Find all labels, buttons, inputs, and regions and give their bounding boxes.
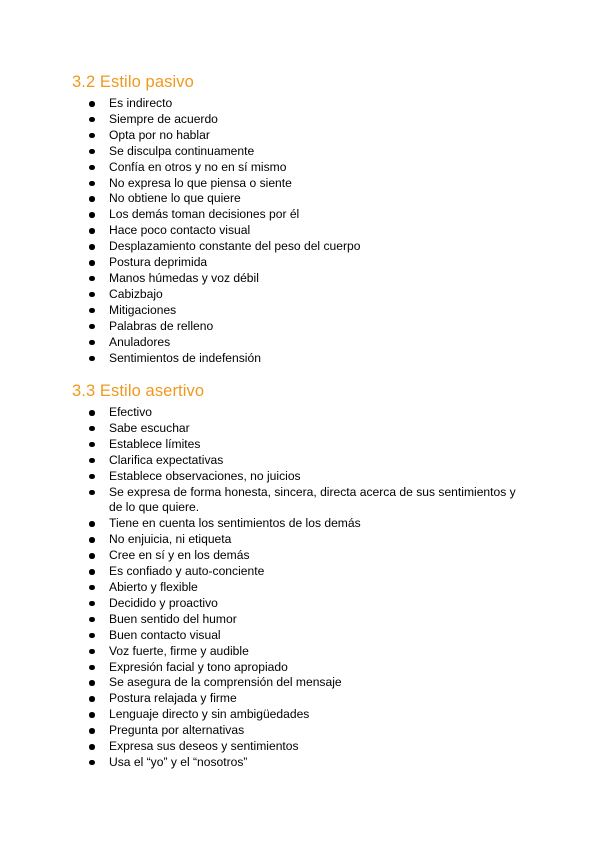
list-item: Lenguaje directo y sin ambigüedades — [72, 707, 532, 723]
section-estilo-asertivo — [72, 381, 532, 771]
list-item: Desplazamiento constante del peso del cuerpo — [72, 239, 532, 255]
list-item: Mitigaciones — [72, 303, 532, 319]
list-item: Opta por no hablar — [72, 128, 532, 144]
list-item: Establece límites — [72, 437, 532, 453]
list-item: Clarifica expectativas — [72, 453, 532, 469]
list-item: Postura relajada y firme — [72, 691, 532, 707]
list-item: Palabras de relleno — [72, 319, 532, 335]
list-item: Anuladores — [72, 335, 532, 351]
list-item: Decidido y proactivo — [72, 596, 532, 612]
list-item: No enjuicia, ni etiqueta — [72, 532, 532, 548]
list-item: Los demás toman decisiones por él — [72, 207, 532, 223]
list-item: Buen sentido del humor — [72, 612, 532, 628]
list-item: Abierto y flexible — [72, 580, 532, 596]
list-item: Buen contacto visual — [72, 628, 532, 644]
list-item: Confía en otros y no en sí mismo — [72, 160, 532, 176]
list-item: Es confiado y auto-conciente — [72, 564, 532, 580]
list-item: Tiene en cuenta los sentimientos de los demás — [72, 516, 532, 532]
list-item: Hace poco contacto visual — [72, 223, 532, 239]
list-item: Efectivo — [72, 405, 532, 421]
list-item: Es indirecto — [72, 96, 532, 112]
section-heading: 3.2 Estilo pasivo — [72, 73, 194, 91]
list-item: Voz fuerte, firme y audible — [72, 644, 532, 660]
list-item: Manos húmedas y voz débil — [72, 271, 532, 287]
list-item: Cabizbajo — [72, 287, 532, 303]
list-item: Se asegura de la comprensión del mensaje — [72, 675, 532, 691]
list-item: No expresa lo que piensa o siente — [72, 176, 532, 192]
list-item: Expresa sus deseos y sentimientos — [72, 739, 532, 755]
list-item: Pregunta por alternativas — [72, 723, 532, 739]
bullet-list — [72, 405, 532, 771]
list-item: Postura deprimida — [72, 255, 532, 271]
list-item: Sentimientos de indefensión — [72, 351, 532, 367]
list-item: Usa el “yo” y el “nosotros” — [72, 755, 532, 771]
list-item: Se expresa de forma honesta, sincera, directa acerca de sus sentimientos y de lo que quiere. — [72, 485, 532, 517]
list-item: Siempre de acuerdo — [72, 112, 532, 128]
list-item: Establece observaciones, no juicios — [72, 469, 532, 485]
list-item: No obtiene lo que quiere — [72, 191, 532, 207]
list-item: Sabe escuchar — [72, 421, 532, 437]
list-item: Cree en sí y en los demás — [72, 548, 532, 564]
section-estilo-pasivo — [72, 72, 532, 366]
list-item: Expresión facial y tono apropiado — [72, 660, 532, 676]
section-heading: 3.3 Estilo asertivo — [72, 382, 205, 400]
list-item: Se disculpa continuamente — [72, 144, 532, 160]
bullet-list — [72, 96, 532, 366]
